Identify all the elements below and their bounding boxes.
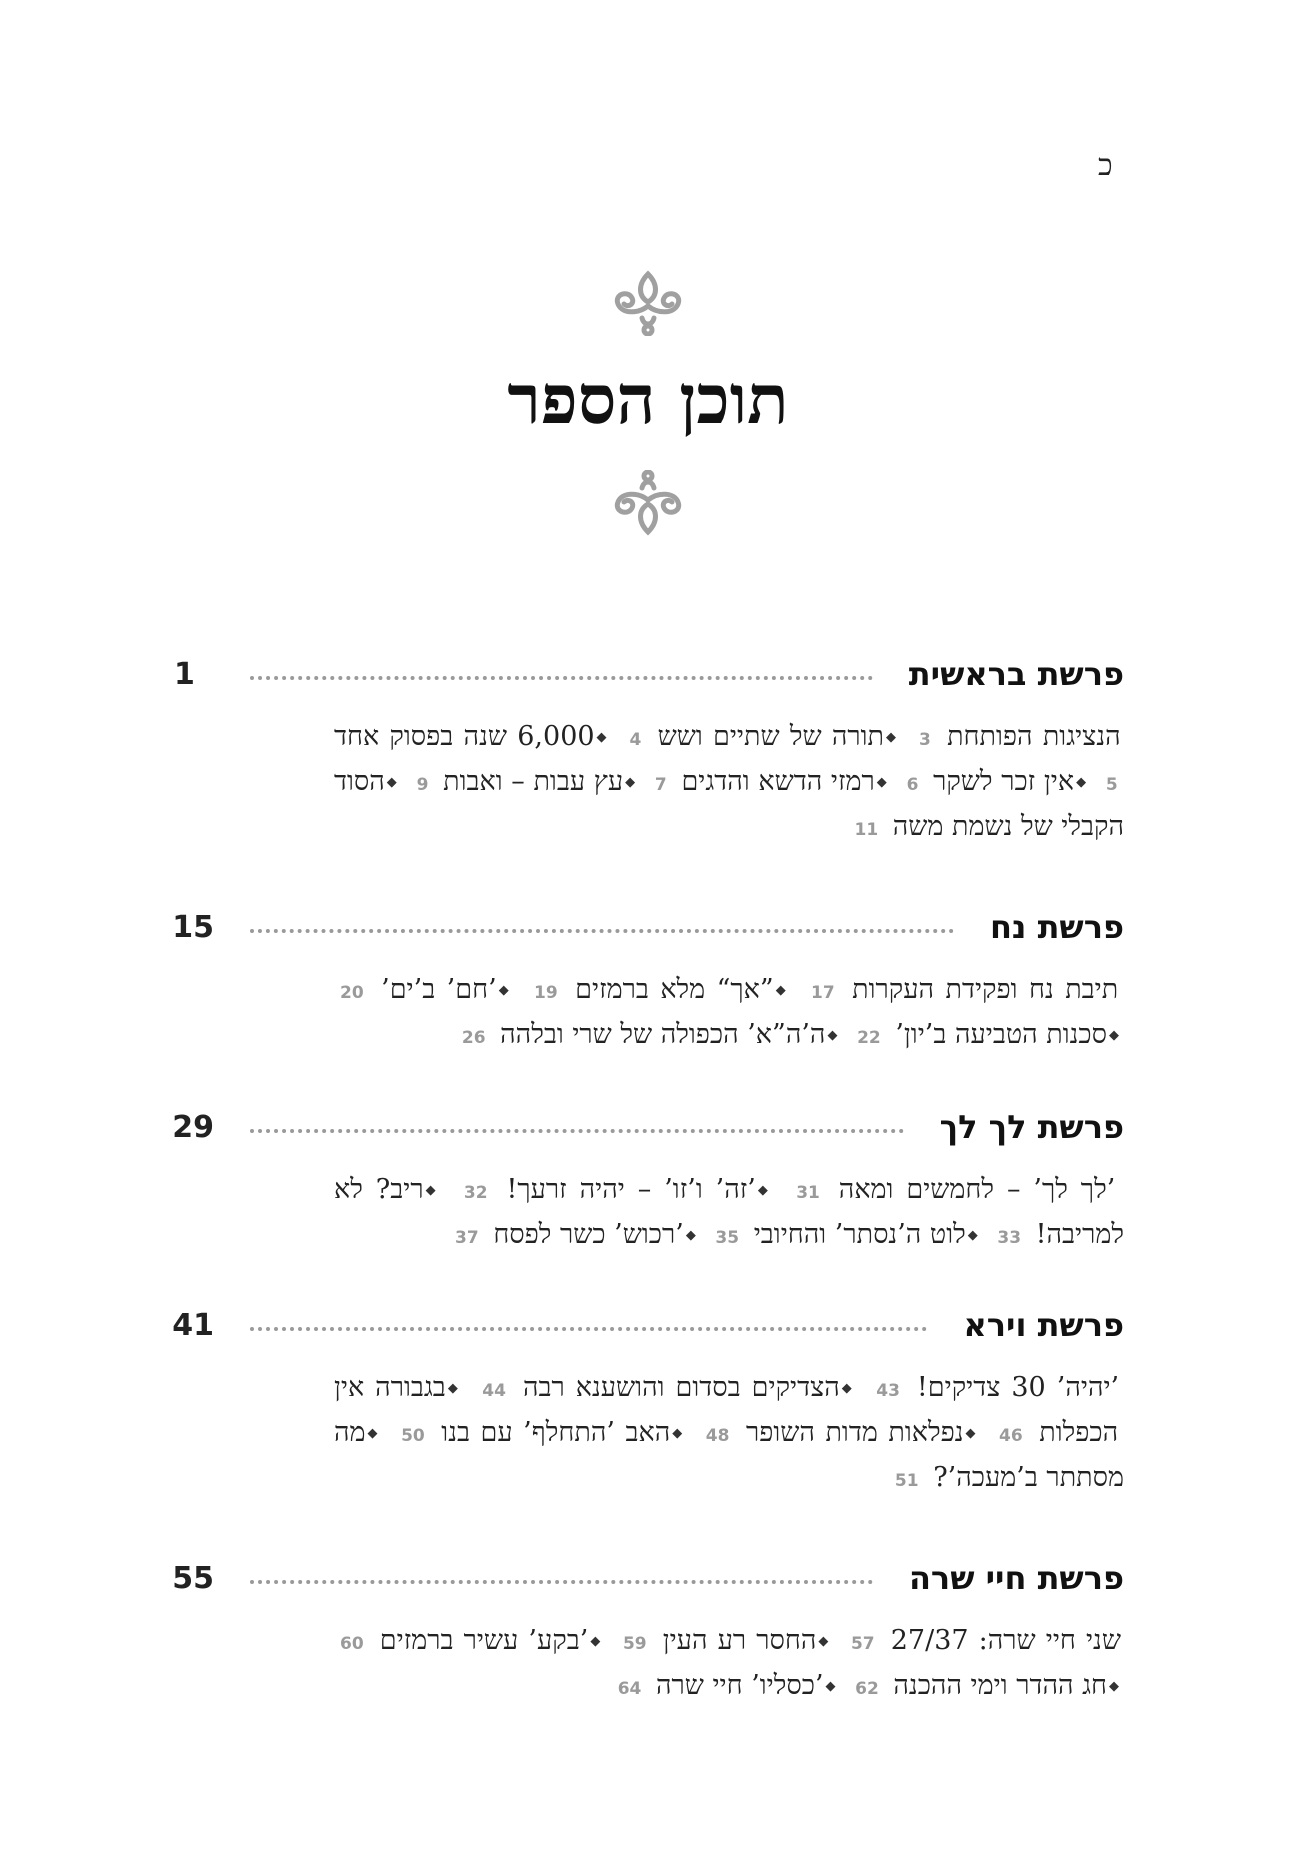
entry-title: אין זכר לשקר — [933, 766, 1075, 797]
entry-title: החסר רע העין — [662, 1625, 817, 1656]
diamond-separator-icon: ◆ — [1076, 774, 1087, 790]
entry-title: 6,000 שנה בפסוק אחד — [334, 721, 595, 752]
toc-heading-row — [174, 903, 1124, 951]
diamond-separator-icon: ◆ — [818, 1633, 830, 1649]
parasha-title: פרשת לך לך — [939, 1108, 1124, 1146]
entry-page-number: 44 — [482, 1381, 506, 1401]
diamond-separator-icon: ◆ — [498, 982, 512, 998]
entry-page-number: 17 — [811, 983, 835, 1003]
parasha-page-number: 29 — [172, 1109, 214, 1145]
diamond-separator-icon: ◆ — [590, 1633, 602, 1649]
entry-page-number: 62 — [855, 1679, 879, 1699]
diamond-separator-icon: ◆ — [596, 729, 609, 745]
toc-section — [174, 650, 1124, 851]
dot-leader — [250, 1580, 873, 1584]
entry-title: תורה של שתיים ושש — [657, 721, 885, 752]
entry-page-number: 48 — [705, 1426, 730, 1446]
entry-title: הסוד הקבלי של נשמת משה — [334, 766, 1124, 842]
parasha-page-number: 41 — [172, 1307, 214, 1343]
toc-section — [174, 1301, 1124, 1502]
entry-page-number: 22 — [857, 1028, 881, 1048]
parasha-title: פרשת נח — [989, 908, 1124, 946]
dot-leader — [250, 1327, 927, 1331]
entry-title: הצדיקים בסדום והושענא רבה — [522, 1372, 840, 1403]
parasha-title: פרשת וירא — [963, 1306, 1124, 1344]
diamond-separator-icon: ◆ — [876, 774, 887, 790]
entry-title: האב ’התחלף’ עם בנו — [441, 1417, 671, 1448]
entry-title: ה’ה”א’ הכפולה של שרי ובלהה — [500, 1019, 826, 1050]
toc-heading-row — [174, 1103, 1124, 1151]
entry-title: ’לך לך’ – לחמשים ומאה — [838, 1174, 1116, 1205]
entry-title: שני חיי שרה: 27/37 — [890, 1625, 1121, 1656]
diamond-separator-icon: ◆ — [672, 1425, 685, 1441]
page-title: תוכן הספר — [507, 360, 789, 440]
entry-title: סכנות הטביעה ב’יון’ — [895, 1019, 1107, 1050]
entry-page-number: 60 — [340, 1634, 364, 1654]
entry-page-number: 9 — [416, 775, 429, 795]
diamond-separator-icon: ◆ — [447, 1380, 461, 1396]
entry-list — [334, 1620, 1124, 1710]
entry-page-number: 64 — [617, 1679, 642, 1699]
parasha-page-number: 15 — [172, 909, 214, 945]
entry-page-number: 51 — [894, 1471, 919, 1491]
entry-page-number: 3 — [918, 730, 931, 750]
entry-page-number: 50 — [401, 1426, 425, 1446]
flourish-ornament-icon — [598, 270, 698, 336]
entry-title: חג ההדר וימי ההכנה — [893, 1670, 1107, 1701]
dot-leader — [250, 1129, 904, 1133]
entry-page-number: 46 — [999, 1426, 1023, 1446]
entry-title: ’כסליו’ חיי שרה — [655, 1670, 824, 1701]
entry-title: ”אך“ מלא ברמזים — [575, 974, 774, 1005]
toc-heading-row — [174, 650, 1124, 698]
diamond-separator-icon: ◆ — [827, 1027, 838, 1043]
entry-title: ’יהיה’ 30 צדיקים! — [916, 1372, 1120, 1403]
diamond-separator-icon: ◆ — [625, 774, 636, 790]
entry-title: נפלאות מדות השופר — [745, 1417, 964, 1448]
entry-page-number: 4 — [629, 730, 642, 750]
entry-page-number: 59 — [622, 1634, 647, 1654]
entry-title: הנציגות הפותחת — [947, 721, 1121, 752]
parasha-title: פרשת בראשית — [908, 655, 1124, 693]
diamond-separator-icon: ◆ — [685, 1227, 696, 1243]
entry-page-number: 19 — [534, 983, 558, 1003]
diamond-separator-icon: ◆ — [1109, 1678, 1119, 1694]
parasha-page-number: 1 — [174, 656, 195, 692]
entry-page-number: 5 — [1105, 775, 1118, 795]
entry-page-number: 35 — [715, 1228, 740, 1248]
diamond-separator-icon: ◆ — [886, 729, 898, 745]
entry-list — [334, 1169, 1124, 1259]
diamond-separator-icon: ◆ — [425, 1182, 440, 1198]
entry-title: ’בקע’ עשיר ברמזים — [379, 1625, 589, 1656]
entry-page-number: 43 — [876, 1381, 900, 1401]
entry-title: ריב? לא למריבה! — [334, 1174, 1124, 1250]
entry-title: רמזי הדשא והדגים — [681, 766, 875, 797]
diamond-separator-icon: ◆ — [841, 1380, 855, 1396]
toc-heading-row — [174, 1301, 1124, 1349]
toc-section — [174, 903, 1124, 1059]
entry-list — [334, 969, 1124, 1059]
diamond-separator-icon: ◆ — [967, 1227, 978, 1243]
diamond-separator-icon: ◆ — [825, 1678, 836, 1694]
dot-leader — [250, 929, 954, 933]
entry-page-number: 37 — [455, 1228, 479, 1248]
entry-page-number: 57 — [850, 1634, 875, 1654]
diamond-separator-icon: ◆ — [965, 1425, 978, 1441]
diamond-separator-icon: ◆ — [386, 774, 397, 790]
page-number: כ — [1098, 148, 1113, 183]
entry-page-number: 6 — [906, 775, 919, 795]
diamond-separator-icon: ◆ — [757, 1182, 773, 1198]
entry-page-number: 31 — [796, 1183, 820, 1203]
entry-title: ’רכוש’ כשר לפסח — [493, 1219, 684, 1250]
entry-title: בגבורה אין הכפלות — [334, 1372, 1119, 1448]
diamond-separator-icon: ◆ — [1109, 1027, 1119, 1043]
diamond-separator-icon: ◆ — [367, 1425, 380, 1441]
dot-leader — [250, 676, 873, 680]
entry-title: לוט ה’נסתר’ והחיובי — [753, 1219, 966, 1250]
entry-list — [334, 716, 1124, 851]
toc-section — [174, 1554, 1124, 1710]
entry-page-number: 32 — [463, 1183, 488, 1203]
entry-title: עץ עבות – ואבות — [443, 766, 624, 797]
entry-page-number: 7 — [654, 775, 667, 795]
entry-title: תיבת נח ופקידת העקרות — [852, 974, 1119, 1005]
parasha-page-number: 55 — [172, 1560, 214, 1596]
flourish-ornament-icon — [598, 470, 698, 536]
table-of-contents — [174, 650, 1124, 1710]
entry-page-number: 20 — [340, 983, 364, 1003]
diamond-separator-icon: ◆ — [775, 982, 789, 998]
entry-title: ’זה’ ו’זו’ – יהיה זרעך! — [506, 1174, 756, 1205]
entry-title: מה מסתתר ב’מעכה’? — [334, 1417, 1124, 1493]
parasha-title: פרשת חיי שרה — [908, 1559, 1124, 1597]
entry-page-number: 26 — [461, 1028, 486, 1048]
toc-section — [174, 1103, 1124, 1259]
entry-list — [334, 1367, 1124, 1502]
entry-page-number: 33 — [997, 1228, 1022, 1248]
entry-page-number: 11 — [854, 820, 879, 840]
entry-title: ’חם’ ב’ים’ — [381, 974, 497, 1005]
toc-heading-row — [174, 1554, 1124, 1602]
